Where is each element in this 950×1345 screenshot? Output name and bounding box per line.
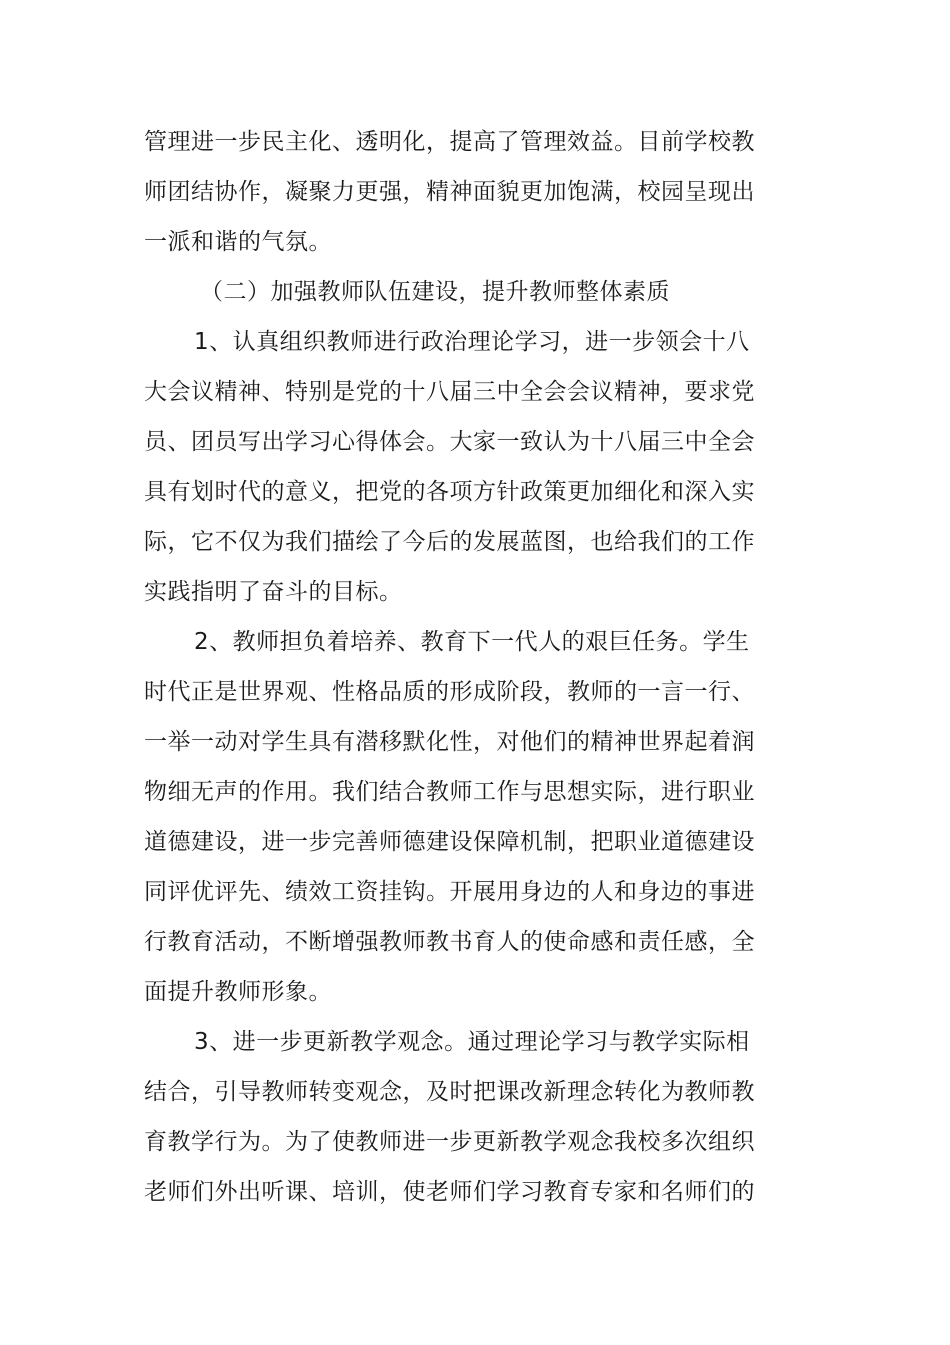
section-heading: （二）加强教师队伍建设，提升教师整体素质 <box>200 279 670 305</box>
text-line: 具有划时代的意义，把党的各项方针政策更加细化和深入实 <box>144 479 755 505</box>
text-line: 实践指明了奋斗的目标。 <box>144 579 403 605</box>
text-line: 管理进一步民主化、透明化，提高了管理效益。目前学校教 <box>144 129 755 155</box>
paragraph-first-line: 1、认真组织教师进行政治理论学习，进一步领会十八 <box>194 329 750 355</box>
text-line: 员、团员写出学习心得体会。大家一致认为十八届三中全会 <box>144 429 755 455</box>
text-line: 行教育活动，不断增强教师教书育人的使命感和责任感，全 <box>144 929 755 955</box>
text-line: 一举一动对学生具有潜移默化性，对他们的精神世界起着润 <box>144 729 755 755</box>
text-line: 物细无声的作用。我们结合教师工作与思想实际，进行职业 <box>144 779 755 805</box>
text-line: 道德建设，进一步完善师德建设保障机制，把职业道德建设 <box>144 829 755 855</box>
text-line: 际，它不仅为我们描绘了今后的发展蓝图，也给我们的工作 <box>144 529 755 555</box>
text-line: 大会议精神、特别是党的十八届三中全会会议精神，要求党 <box>144 379 755 405</box>
paragraph-first-line: 3、进一步更新教学观念。通过理论学习与教学实际相 <box>194 1029 750 1055</box>
text-line: 结合，引导教师转变观念，及时把课改新理念转化为教师教 <box>144 1079 755 1105</box>
paragraph-first-line: 2、教师担负着培养、教育下一代人的艰巨任务。学生 <box>194 629 750 655</box>
text-line: 面提升教师形象。 <box>144 979 332 1005</box>
text-line: 同评优评先、绩效工资挂钩。开展用身边的人和身边的事进 <box>144 879 755 905</box>
text-line: 时代正是世界观、性格品质的形成阶段，教师的一言一行、 <box>144 679 755 705</box>
text-line: 老师们外出听课、培训，使老师们学习教育专家和名师们的 <box>144 1179 755 1205</box>
text-line: 育教学行为。为了使教师进一步更新教学观念我校多次组织 <box>144 1129 755 1155</box>
text-line: 一派和谐的气氛。 <box>144 229 332 255</box>
text-line: 师团结协作，凝聚力更强，精神面貌更加饱满，校园呈现出 <box>144 179 755 205</box>
